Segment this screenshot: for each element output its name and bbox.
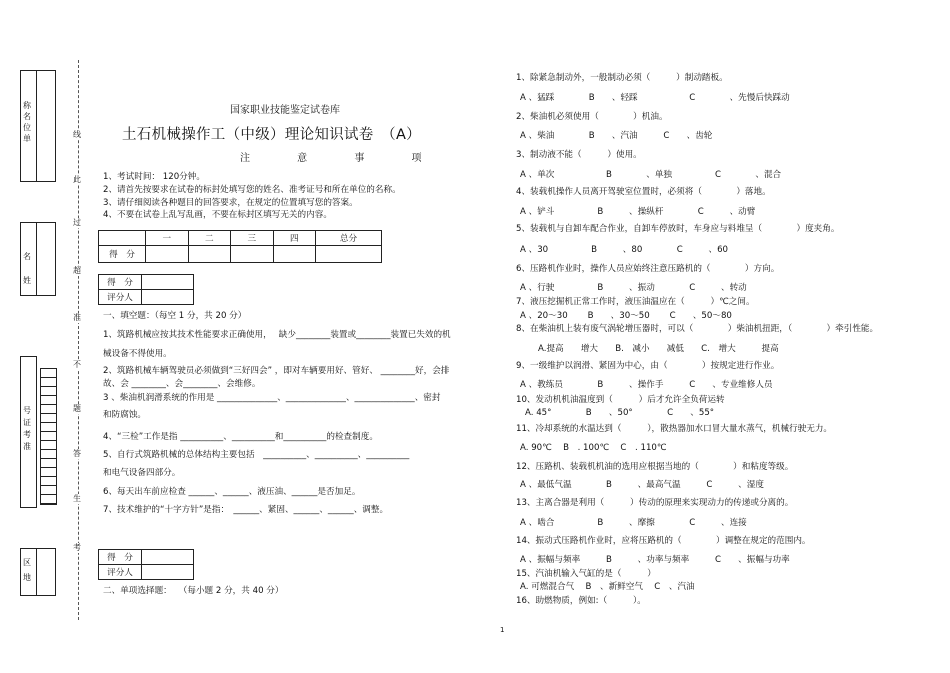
score-table (98, 230, 382, 263)
question-stem: 9、一级维护以润滑、紧固为中心，由（ ）按规定进行作业。 (516, 361, 780, 371)
section1-heading: 一、填空题：（每空 1 分，共 20 分） (103, 311, 247, 321)
binding-char: 超 (73, 266, 81, 275)
question-stem: 5、装载机与自卸车配合作业，自卸车停放时，车身应与料堆呈（ ）度夹角。 (516, 224, 840, 234)
fill-question-line: 故、会 ________、会________、会维修。 (103, 379, 261, 389)
question-options: A 、铲斗 B 、操纵杆 C 、动臂 (520, 207, 756, 217)
instruction-line: 3、请仔细阅读各种题目的回答要求，在规定的位置填写您的答案。 (103, 198, 358, 208)
score-cell[interactable] (231, 246, 274, 263)
question-options: A.提高 增大 B. 减小 减低 C. 增大 提高 (538, 344, 779, 354)
instruction-line: 1、考试时间： 120分钟。 (103, 172, 205, 182)
binding-char: 答 (73, 449, 81, 458)
score-cell[interactable] (188, 246, 231, 263)
grader-score-label: 得 分 (99, 550, 142, 565)
region-field-box[interactable] (36, 548, 56, 596)
question-options: A 、30 B 、80 C 、60 (520, 245, 729, 255)
question-stem: 16、助燃物质，例如:（ ）。 (516, 596, 646, 606)
unit-field-box[interactable] (36, 70, 56, 182)
question-stem: 2、柴油机必须使用（ ）机油。 (516, 112, 668, 122)
fill-question-line: 和电气设备四部分。 (103, 468, 181, 478)
notice-heading: 注 意 事 项 (240, 153, 444, 164)
binding-char: 此 (73, 175, 81, 184)
fill-question-line: 3 、柴油机润滑系统的作用是 ______________、______________、______________、密封 (103, 393, 441, 403)
unit-label: 称名位单 (23, 101, 31, 143)
instruction-line: 2、请首先按要求在试卷的标封处填写您的姓名、准考证号和所在单位的名称。 (103, 185, 401, 195)
grader-score-label: 得 分 (99, 275, 142, 290)
question-options: A 、猛踩 B 、轻踩 C 、先慢后快踩动 (520, 93, 790, 103)
score-cell[interactable] (146, 246, 189, 263)
score-cell[interactable] (273, 246, 316, 263)
question-stem: 1、除紧急制动外，一般制动必须（ ）制动踏板。 (516, 73, 728, 83)
question-stem: 8、在柴油机上装有废气涡轮增压器时，可以（ ）柴油机扭距，（ ）牵引性能。 (516, 324, 879, 334)
region-label: 区地 (23, 558, 31, 582)
question-options: A 、啮合 B 、摩擦 C 、连接 (520, 518, 747, 528)
binding-char: 考 (73, 543, 81, 552)
fill-question-line: 6、每天出车前应检查 ______、______、液压油、______是否加足。 (103, 487, 361, 497)
id-label: 号证考准 (23, 406, 31, 451)
binding-char: 准 (73, 313, 81, 322)
question-stem: 7、液压挖掘机正常工作时，液压油温应在（ ）℃之间。 (516, 297, 755, 307)
score-header: 四 (273, 231, 316, 246)
id-number-grid[interactable] (40, 368, 57, 505)
grader-name-cell[interactable] (142, 290, 194, 305)
question-options: A 、教练员 B 、操作手 C 、专业维修人员 (520, 380, 773, 390)
question-options: A 、20～30 B 、30～50 C 、50～80 (520, 311, 732, 321)
fill-question-line: 1、筑路机械应按其技术性能要求正确使用， 缺少________装置或________装置已失效的机 (103, 330, 451, 340)
grader-name-label: 评分人 (99, 290, 142, 305)
question-options: A. 可燃混合气 B 、新鲜空气 C 、汽油 (520, 582, 695, 592)
fill-question-line: 7、技术维护的“十字方针”是指： ______、紧固、______、______、调整。 (103, 505, 389, 515)
question-stem: 3、制动液不能（ ）使用。 (516, 150, 642, 160)
question-options: A 、最低气温 B 、最高气温 C 、湿度 (520, 480, 764, 490)
grader-table (98, 274, 194, 305)
fill-question-line: 械设备不得使用。 (103, 349, 172, 359)
score-header: 总分 (316, 231, 382, 246)
grader-name-label: 评分人 (99, 565, 142, 580)
binding-char: 题 (73, 404, 81, 413)
grader-name-cell[interactable] (142, 565, 194, 580)
name-label: 名姓 (23, 252, 31, 285)
question-stem: 11、冷却系统的水温达到（ ），散热器加水口冒大量水蒸气，机械行驶无力。 (516, 424, 833, 434)
question-options: A 、单次 B 、单独 C 、混合 (520, 170, 782, 180)
question-stem: 15、汽油机输入气缸的是（ ） (516, 569, 656, 579)
fill-question-line: 和防腐蚀。 (103, 410, 146, 420)
score-header: 一 (146, 231, 189, 246)
section2-heading: 二、单项选择题： （每小题 2 分，共 40 分） (103, 586, 284, 596)
exam-title: 土石机械操作工（中级）理论知识试卷 （A） (122, 127, 421, 143)
name-field-box[interactable] (36, 222, 56, 296)
binding-char: 不 (73, 360, 81, 369)
fill-question-line: 4、“三检”工作是指 __________、__________和__________的检查制度。 (103, 432, 378, 442)
question-options: A 、行驶 B 、振动 C 、转动 (520, 283, 747, 293)
question-stem: 13、主离合器是利用（ ）传动的原理来实现动力的传递或分离的。 (516, 498, 794, 508)
score-cell[interactable] (316, 246, 382, 263)
question-options: A. 90℃ B . 100℃ C . 110℃ (520, 443, 667, 453)
instruction-line: 4、不要在试卷上乱写乱画，不要在标封区填写无关的内容。 (103, 210, 332, 220)
question-options: A 、振幅与频率 B 、功率与频率 C 、振幅与功率 (520, 555, 790, 565)
grader-table-2 (98, 549, 194, 580)
binding-char: 过 (73, 218, 81, 227)
question-stem: 10、发动机机油温度到（ ）后才允许全负荷运转 (516, 395, 725, 405)
question-stem: 6、压路机作业时，操作人员应始终注意压路机的（ ）方向。 (516, 264, 780, 274)
score-header: 三 (231, 231, 274, 246)
question-options: A 、柴油 B 、汽油 C 、齿轮 (520, 131, 713, 141)
binding-char: 线 (73, 130, 81, 139)
score-row-label: 得 分 (99, 246, 146, 263)
grader-score-cell[interactable] (142, 550, 194, 565)
fill-question-line: 2、筑路机械车辆驾驶员必须做到“三好四会” ，即对车辆要用好、管好、 ________好，会排 (103, 366, 450, 376)
question-stem: 12、压路机、装载机机油的选用应根据当地的（ ）和粘度等级。 (516, 462, 794, 472)
binding-line (78, 60, 79, 620)
grader-score-cell[interactable] (142, 275, 194, 290)
question-bank-title: 国家职业技能鉴定试卷库 (230, 105, 340, 116)
score-header: 二 (188, 231, 231, 246)
question-stem: 14、振动式压路机作业时，应将压路机的（ ）调整在规定的范围内。 (516, 536, 811, 546)
question-stem: 4、装载机操作人员离开驾驶室位置时，必须将（ ）落地。 (516, 187, 771, 197)
question-options: A. 45° B 、50° C 、55° (525, 408, 715, 418)
fill-question-line: 5、自行式筑路机械的总体结构主要包括 __________、__________、__________ (103, 450, 410, 460)
page-number: 1 (500, 626, 505, 634)
binding-char: 生 (73, 494, 81, 503)
